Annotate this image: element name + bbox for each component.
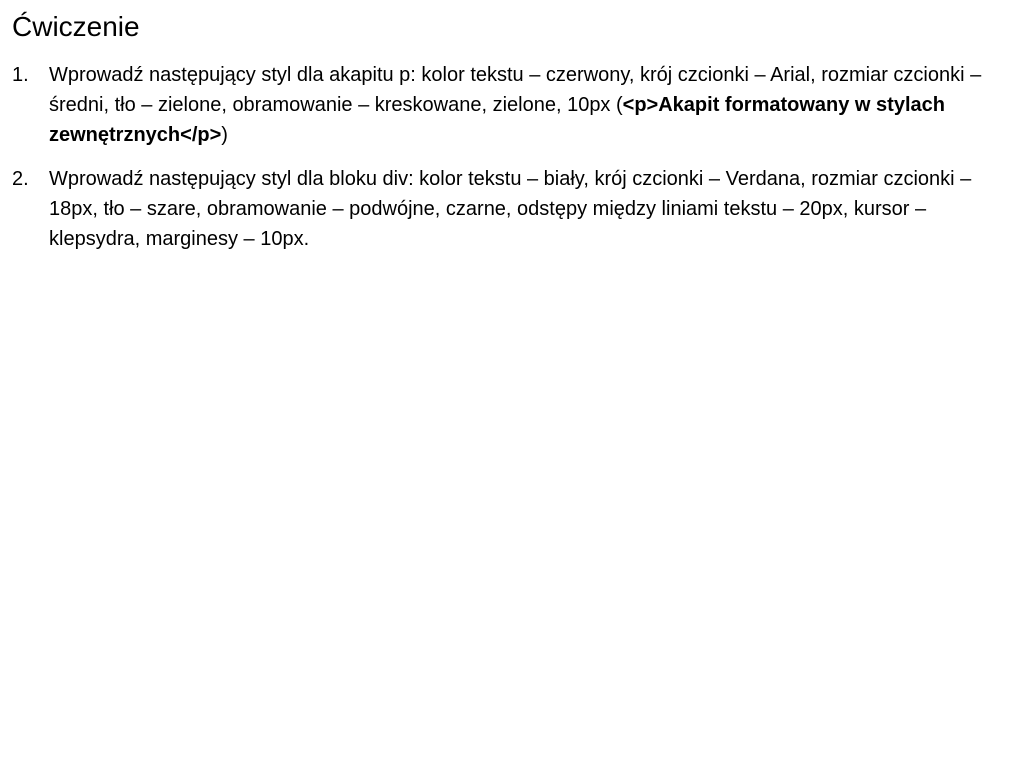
exercise-item-1 xyxy=(12,60,1012,150)
exercise-text: Wprowadź następujący styl dla akapitu p: kolor tekstu – czerwony, krój czcionki – Arial, rozmiar czcionki – średni, tło – zielone, obramowanie – kreskowane, zielone, 10px ( xyxy=(49,64,982,116)
code-example: <p>Akapit formatowany w stylach zewnętrznych</p> xyxy=(49,94,945,146)
exercise-list xyxy=(12,60,1012,254)
exercise-number: 1. xyxy=(12,64,29,86)
exercise-number: 2. xyxy=(12,168,29,190)
slide-title: Ćwiczenie xyxy=(12,11,140,42)
exercise-text: Wprowadź następujący styl dla bloku div: kolor tekstu – biały, krój czcionki – Verdana, rozmiar czcionki – 18px, tło – szare, obramowanie – podwójne, czarne, odstępy między liniami tekstu – 20px, kursor – klepsydra, marginesy – 10px. xyxy=(49,168,972,250)
exercise-item-2 xyxy=(12,164,1012,254)
exercise-text-end: ) xyxy=(221,124,228,146)
